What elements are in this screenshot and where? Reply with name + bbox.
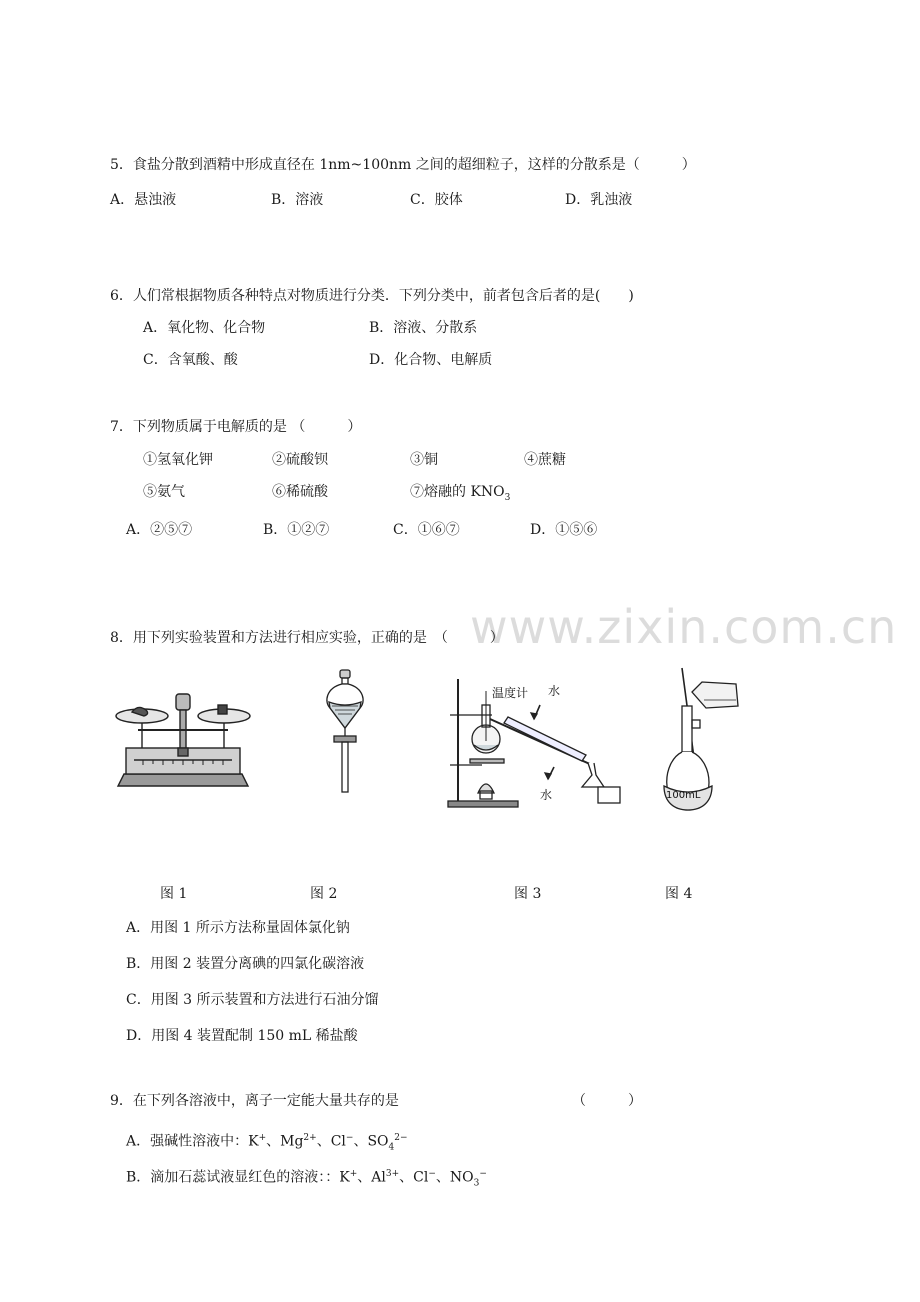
q9-stem: 9．在下列各溶液中，离子一定能大量共存的是 [110, 1093, 399, 1109]
fig3-water-out-label: 水 [540, 788, 553, 802]
q6-option-a[interactable]: A．氧化物、化合物 [143, 320, 266, 336]
q9-b-cl: 、Cl [399, 1169, 429, 1186]
figure-3-distillation [442, 675, 624, 810]
q9-a-so: 、SO [353, 1133, 389, 1150]
q8-option-d[interactable]: D．用图 4 装置配制 150 mL 稀盐酸 [126, 1028, 358, 1044]
figure-1-caption: 图 1 [160, 886, 188, 902]
q5-option-a[interactable]: A．悬浊液 [110, 192, 177, 208]
q9-a-so-subscript: 4 [388, 1142, 395, 1153]
q8-option-b[interactable]: B．用图 2 装置分离碘的四氯化碳溶液 [126, 956, 365, 972]
q6-option-b[interactable]: B．溶液、分散系 [369, 320, 478, 336]
q7-item-1: ①氢氧化钾 [143, 452, 213, 468]
fig4-capacity-label: 100mL [666, 790, 701, 801]
q9-a-cl-charge: − [345, 1133, 354, 1143]
q7-stem: 7．下列物质属于电解质的是 （ ） [110, 419, 362, 435]
q7-item-3: ③铜 [410, 452, 438, 468]
figure-2-caption: 图 2 [310, 886, 338, 902]
q5-stem: 5．食盐分散到酒精中形成直径在 1nm~100nm 之间的超细粒子，这样的分散系是（ ） [110, 157, 696, 173]
watermark: www.zixin.com.cn [470, 600, 898, 654]
fig3-water-in-label: 水 [548, 684, 561, 698]
q7-item-7 [410, 482, 510, 508]
figure-3-caption: 图 3 [514, 886, 542, 902]
q9-option-a[interactable] [126, 1128, 408, 1157]
q9-b-al-charge: 3+ [385, 1169, 400, 1179]
q8-option-c[interactable]: C．用图 3 所示装置和方法进行石油分馏 [126, 992, 379, 1008]
q6-option-d[interactable]: D．化合物、电解质 [369, 352, 493, 368]
q7-item-5: ⑤氨气 [143, 484, 185, 500]
q9-answer-paren: （ ） [572, 1093, 642, 1109]
q7-option-a[interactable]: A．②⑤⑦ [126, 522, 193, 538]
q9-b-cl-charge: − [428, 1169, 436, 1179]
q9-a-mg-charge: 2+ [303, 1133, 317, 1143]
q9-a-mg: 、Mg [266, 1133, 304, 1150]
q7-item-4: ④蔗糖 [524, 452, 566, 468]
q6-option-c[interactable]: C．含氧酸、酸 [143, 352, 238, 368]
q7-option-c[interactable]: C．①⑥⑦ [393, 522, 460, 538]
q9-b-no-subscript: 3 [473, 1178, 480, 1189]
q9-a-k-charge: + [258, 1133, 267, 1143]
q7-option-d[interactable]: D．①⑤⑥ [530, 522, 598, 538]
q7-item-6: ⑥稀硫酸 [272, 484, 328, 500]
q9-b-no: 、NO [435, 1169, 474, 1186]
q9-b-no-charge: − [479, 1169, 487, 1179]
figure-4-volumetric-flask [658, 664, 742, 816]
q5-option-c[interactable]: C．胶体 [410, 192, 463, 208]
q7-item-2: ②硫酸钡 [272, 452, 328, 468]
q8-stem: 8．用下列实验装置和方法进行相应实验，正确的是 （ ） [110, 630, 504, 646]
q9-b-prefix: B．滴加石蕊试液显红色的溶液：：K [126, 1169, 350, 1186]
fig3-thermometer-label: 温度计 [492, 686, 529, 700]
q9-a-prefix: A．强碱性溶液中：K [126, 1133, 259, 1150]
figure-2-separatory-funnel [320, 668, 370, 798]
q6-stem: 6．人们常根据物质各种特点对物质进行分类．下列分类中，前者包含后者的是( ) [110, 288, 634, 304]
q9-b-k-charge: + [349, 1169, 358, 1179]
q9-a-so-charge: 2− [394, 1133, 408, 1143]
q8-option-a[interactable]: A．用图 1 所示方法称量固体氯化钠 [126, 920, 350, 936]
q5-option-d[interactable]: D．乳浊液 [565, 192, 633, 208]
q9-b-al: 、Al [357, 1169, 386, 1186]
q5-option-b[interactable]: B．溶液 [271, 192, 324, 208]
figure-1-balance [108, 688, 258, 800]
q7-item-7-text: ⑦熔融的 KNO [410, 484, 505, 500]
q7-item-7-subscript: 3 [504, 492, 511, 503]
q9-option-b[interactable] [126, 1164, 487, 1193]
q9-a-cl: 、Cl [316, 1133, 346, 1150]
q7-option-b[interactable]: B．①②⑦ [263, 522, 330, 538]
figure-4-caption: 图 4 [665, 886, 693, 902]
